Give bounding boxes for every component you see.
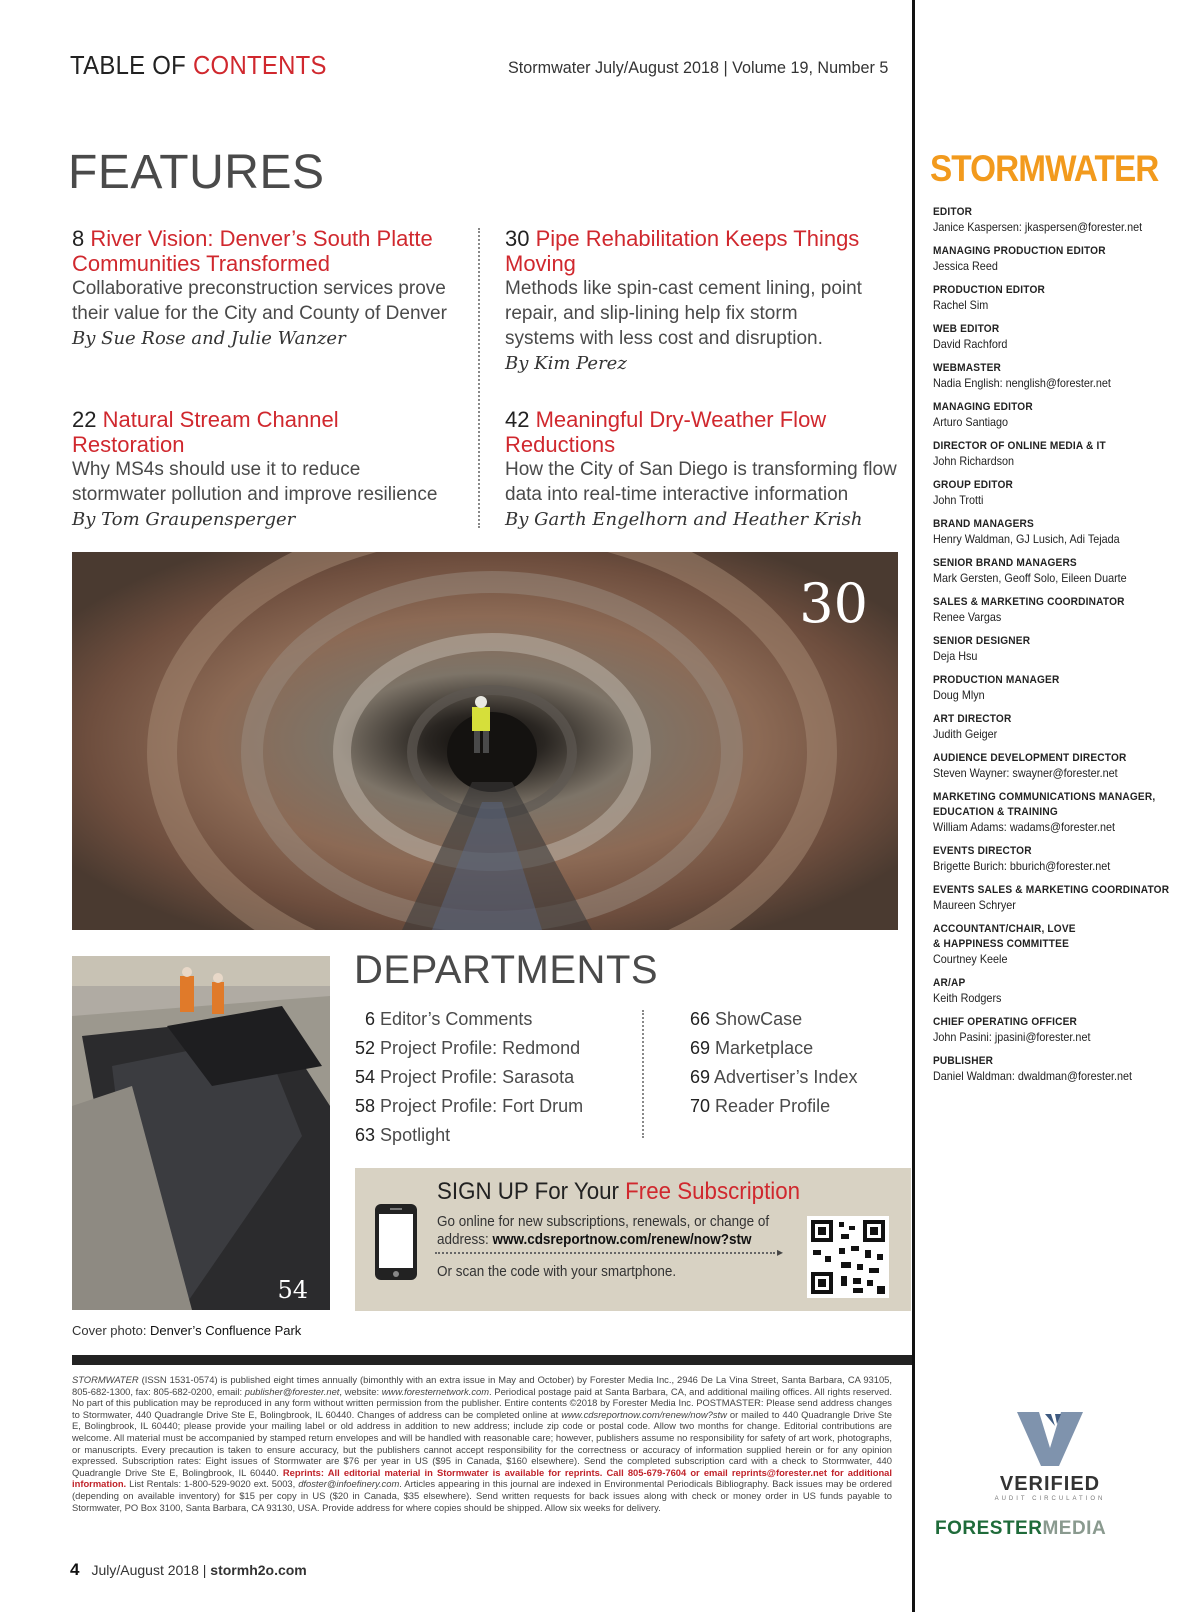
masthead-entry [933, 478, 1193, 508]
department-label[interactable]: Spotlight [380, 1125, 451, 1145]
subscription-title [437, 1178, 800, 1206]
feature-title[interactable]: Meaningful Dry-Weather Flow Reductions [505, 407, 827, 457]
toc-label-accent: CONTENTS [193, 50, 327, 80]
department-label[interactable]: Editor’s Comments [380, 1009, 533, 1029]
department-item[interactable] [355, 1005, 583, 1034]
verified-logo [985, 1410, 1115, 1502]
masthead-name: David Rachford [933, 337, 1008, 351]
smartphone-icon [373, 1202, 419, 1282]
masthead-role: PRODUCTION MANAGER [933, 674, 1060, 686]
publication-fine-print [72, 1374, 892, 1513]
feature-description: Methods like spin-cast cement lining, point repair, and slip-lining help fix storm systems with less cost and disruption. [505, 278, 862, 349]
masthead-name: Janice Kaspersen: jkaspersen@forester.net [933, 220, 1143, 234]
department-page: 63 [355, 1125, 376, 1145]
subscription-address-label: address: [437, 1232, 493, 1248]
department-page: 69 [690, 1038, 711, 1058]
department-page: 54 [355, 1067, 376, 1087]
masthead-name: Jessica Reed [933, 259, 998, 273]
arrow-right-icon: ▸ [777, 1245, 784, 1259]
masthead-role: EVENTS SALES & MARKETING COORDINATOR [933, 884, 1170, 896]
masthead-role: WEB EDITOR [933, 323, 1000, 335]
masthead-role: DIRECTOR OF ONLINE MEDIA & IT [933, 440, 1106, 452]
feature-byline: By Tom Graupensperger [72, 509, 296, 530]
cover-caption-label: Cover photo: [72, 1323, 151, 1338]
masthead-entry [933, 322, 1193, 352]
masthead-name: Arturo Santiago [933, 415, 1009, 429]
masthead-role: EDITOR [933, 206, 973, 218]
masthead-role: AUDIENCE DEVELOPMENT DIRECTOR [933, 752, 1127, 764]
department-page: 58 [355, 1096, 376, 1116]
subscription-title-main: SIGN UP For Your [437, 1178, 626, 1205]
masthead-name: Doug Mlyn [933, 688, 985, 702]
masthead-entry [933, 1054, 1193, 1084]
department-item[interactable] [690, 1005, 857, 1034]
masthead-entry [933, 790, 1193, 835]
stormwater-logo: STORMWATER [930, 148, 1159, 189]
fine-print-email[interactable]: publisher@forester.net [244, 1385, 340, 1397]
issue-info: Stormwater July/August 2018 | Volume 19, Number 5 [508, 58, 889, 77]
subscription-box[interactable] [355, 1168, 911, 1311]
tunnel-photo[interactable] [72, 552, 898, 930]
department-item[interactable] [690, 1092, 857, 1121]
qr-code-icon[interactable] [807, 1216, 889, 1298]
masthead-name: Maureen Schryer [933, 898, 1016, 912]
verified-v-icon [1015, 1410, 1085, 1468]
department-label[interactable]: Marketplace [715, 1038, 814, 1058]
department-item[interactable] [355, 1034, 583, 1063]
masthead-role: MANAGING PRODUCTION EDITOR [933, 245, 1106, 257]
department-label[interactable]: Reader Profile [715, 1096, 831, 1116]
feature-byline: By Kim Perez [505, 353, 627, 374]
photo-page-number: 54 [277, 1276, 308, 1304]
masthead-name: Judith Geiger [933, 727, 998, 741]
masthead-entry [933, 1015, 1193, 1045]
department-item[interactable] [690, 1063, 857, 1092]
fine-print-title: STORMWATER [72, 1374, 139, 1385]
masthead-entry [933, 673, 1193, 703]
fine-print-text: . Articles appearing in this journal are indexed in Environmental Periodicals Bibliography. Back issues may be ordered (depending on available inventory) for $15 per copy in US ($20 in Canada, $35 elsewhere). Send written requests for back issues along with check or money order in US funds payable to Stormwater, PO Box 3100, Santa Barbara, CA 93130, USA. Provide address for where copies should be shipped. Allow six weeks for delivery. [72, 1478, 892, 1513]
feature-title[interactable]: Pipe Rehabilitation Keeps Things Moving [505, 226, 860, 276]
masthead-name: John Trotti [933, 493, 984, 507]
masthead-role: SENIOR BRAND MANAGERS [933, 557, 1077, 569]
dotted-divider [642, 1010, 644, 1138]
masthead-role: BRAND MANAGERS [933, 518, 1034, 530]
subscription-line: Or scan the code with your smartphone. [437, 1264, 677, 1280]
verified-subtitle: AUDIT CIRCULATION [994, 1496, 1106, 1502]
masthead-name: Nadia English: nenglish@forester.net [933, 376, 1111, 390]
masthead-name: Daniel Waldman: dwaldman@forester.net [933, 1069, 1133, 1083]
page-footer [70, 1560, 307, 1580]
dotted-arrow [435, 1252, 775, 1254]
fine-print-text: or mailed to 440 Quadrangle Drive Ste E, Bolingbrook, IL 60440; please provide your mailing label or old address in addition to new address; include zip code or postal code. Allow two months for change. Editorial contributions are welcome. All material must be accompanied by stamped return envelopes and will be handled with reasonable care; however, publishers assume no responsibility for safety of art work, photographs, or manuscripts. Every precaution is taken to ensure accuracy, but the publishers cannot accept responsibility for the correctness or accuracy of information supplied herein or for any opinion expressed. Subscription rates: Eight issues of Stormwater are $76 per year in US ($95 in Canada, $160 elsewhere). Send the completed subscription card with a check to Stormwater, 440 Quadrangle Drive Ste E, Bolingbrook, IL 60440. [72, 1408, 892, 1478]
masthead-role: AR/AP [933, 977, 966, 989]
forester-media-logo [935, 1518, 1106, 1540]
side-photo-art [72, 956, 330, 1310]
fine-print-text: , website: [339, 1385, 382, 1397]
feature-page-number: 30 [505, 226, 530, 251]
subscription-line: Go online for new subscriptions, renewals, or change of [437, 1214, 770, 1230]
masthead-entry [933, 976, 1193, 1006]
footer-issue: July/August 2018 [91, 1562, 199, 1578]
footer-separator: | [198, 1562, 211, 1578]
feature-description: Collaborative preconstruction services prove their value for the City and County of Denver [72, 278, 447, 324]
masthead-role: MANAGING EDITOR [933, 401, 1033, 413]
feature-item[interactable] [505, 226, 865, 377]
masthead-role: CHIEF OPERATING OFFICER [933, 1016, 1078, 1028]
departments-list-right [690, 1005, 857, 1121]
feature-item[interactable] [72, 226, 452, 352]
masthead-name: Courtney Keele [933, 952, 1008, 966]
masthead-role: PUBLISHER [933, 1055, 994, 1067]
feature-title[interactable]: Natural Stream Channel Restoration [72, 407, 339, 457]
masthead-entry [933, 595, 1193, 625]
masthead-role: ART DIRECTOR [933, 713, 1012, 725]
footer-website[interactable]: stormh2o.com [210, 1562, 307, 1578]
side-photo[interactable] [72, 956, 330, 1310]
masthead-role: MARKETING COMMUNICATIONS MANAGER, EDUCATION & TRAINING [933, 791, 1156, 818]
subscription-link[interactable]: www.cdsreportnow.com/renew/now?stw [492, 1232, 752, 1248]
masthead-entry [933, 883, 1193, 913]
masthead-entry [933, 922, 1193, 967]
department-page: 70 [690, 1096, 711, 1116]
masthead-role: EVENTS DIRECTOR [933, 845, 1032, 857]
media-wordmark: MEDIA [1042, 1518, 1107, 1539]
fine-print-text: . Periodical postage paid at Santa Barbara, CA, and additional mailing offices. All rights reserved. No part of this publication may be reproduced in any form without written permission from the publisher. Entire contents ©2018 by Forester Media Inc. POSTMASTER: Please send address changes to Stormwater, 440 Quadrangle Drive Ste E, Bolingbrook, IL 60440. Changes of address can be completed online at [72, 1385, 892, 1420]
masthead-role: WEBMASTER [933, 362, 1002, 374]
masthead-entry [933, 361, 1193, 391]
masthead-entry [933, 556, 1193, 586]
photo-page-number: 30 [799, 572, 868, 635]
feature-byline: By Garth Engelhorn and Heather Krish [505, 509, 863, 530]
footer-rule [72, 1355, 912, 1365]
feature-item[interactable] [505, 407, 900, 533]
department-page: 69 [690, 1067, 711, 1087]
toc-label: TABLE OF [70, 50, 194, 80]
masthead-name: Deja Hsu [933, 649, 978, 663]
fine-print-website[interactable]: www.foresternetwork.com [381, 1385, 490, 1397]
masthead-name: Rachel Sim [933, 298, 989, 312]
masthead [933, 205, 1193, 1093]
masthead-entry [933, 712, 1193, 742]
feature-page-number: 22 [72, 407, 97, 432]
feature-description: How the City of San Diego is transforming flow data into real-time interactive information [505, 459, 897, 505]
masthead-name: John Richardson [933, 454, 1015, 468]
masthead-entry [933, 205, 1193, 235]
departments-list-left [355, 1005, 583, 1150]
feature-byline: By Sue Rose and Julie Wanzer [72, 328, 346, 349]
fine-print-text: List Rentals: 1-800-529-9020 ext. 5003, [126, 1478, 299, 1490]
fine-print-text: (ISSN 1531-0574) is published eight times annually (bimonthly with an extra issue in May and October) by Forester Media Inc., 2946 De La Vina Street, Santa Barbara, CA 93105, 805-682-1300, fax: 805-682-0200, email: [72, 1374, 892, 1397]
feature-page-number: 8 [72, 226, 85, 251]
masthead-entry [933, 439, 1193, 469]
feature-title[interactable]: River Vision: Denver’s South Platte Communities Transformed [72, 226, 433, 276]
verified-wordmark: VERIFIED [999, 1473, 1101, 1495]
page-heading [70, 50, 327, 81]
fine-print-email[interactable]: dfoster@infoefinery.com [298, 1478, 400, 1490]
feature-description: Why MS4s should use it to reduce stormwater pollution and improve resilience [72, 459, 438, 505]
masthead-name: Henry Waldman, GJ Lusich, Adi Tejada [933, 532, 1120, 546]
department-label[interactable]: Project Profile: Redmond [380, 1038, 581, 1058]
masthead-entry [933, 517, 1193, 547]
masthead-name: Renee Vargas [933, 610, 1002, 624]
tunnel-photo-art [72, 552, 898, 930]
subscription-line [437, 1232, 751, 1248]
masthead-name: Mark Gersten, Geoff Solo, Eileen Duarte [933, 571, 1127, 585]
department-label[interactable]: Advertiser’s Index [714, 1067, 858, 1087]
masthead-entry [933, 751, 1193, 781]
department-item[interactable] [355, 1063, 583, 1092]
fine-print-reprints: Reprints: All editorial material in Stormwater is available for reprints. Call 805-679-7604 or email reprints@forester.net for additional information. [72, 1466, 892, 1490]
masthead-entry [933, 634, 1193, 664]
features-heading: FEATURES [68, 146, 325, 199]
masthead-name: Keith Rodgers [933, 991, 1002, 1005]
masthead-name: Brigette Burich: bburich@forester.net [933, 859, 1111, 873]
department-item[interactable] [690, 1034, 857, 1063]
department-label[interactable]: ShowCase [715, 1009, 803, 1029]
forester-wordmark: FORESTER [935, 1518, 1043, 1539]
masthead-role: GROUP EDITOR [933, 479, 1013, 491]
page-number: 4 [70, 1560, 80, 1579]
feature-item[interactable] [72, 407, 452, 533]
masthead-role: PRODUCTION EDITOR [933, 284, 1046, 296]
masthead-entry [933, 283, 1193, 313]
column-divider [912, 0, 915, 1612]
cover-caption-value: Denver’s Confluence Park [150, 1323, 302, 1338]
masthead-role: SENIOR DESIGNER [933, 635, 1031, 647]
masthead-entry [933, 400, 1193, 430]
masthead-role: SALES & MARKETING COORDINATOR [933, 596, 1125, 608]
dotted-divider [478, 228, 480, 528]
masthead-entry [933, 244, 1193, 274]
department-page: 66 [690, 1009, 711, 1029]
department-item[interactable] [355, 1092, 583, 1121]
masthead-name: William Adams: wadams@forester.net [933, 820, 1116, 834]
masthead-name: Steven Wayner: swayner@forester.net [933, 766, 1118, 780]
department-item[interactable] [355, 1121, 583, 1150]
fine-print-link[interactable]: www.cdsreportnow.com/renew/now?stw [561, 1408, 727, 1420]
departments-heading: DEPARTMENTS [354, 948, 659, 992]
department-page: 52 [355, 1038, 376, 1058]
department-page: 6 [365, 1009, 376, 1029]
department-label[interactable]: Project Profile: Fort Drum [380, 1096, 584, 1116]
masthead-name: John Pasini: jpasini@forester.net [933, 1030, 1091, 1044]
masthead-entry [933, 844, 1193, 874]
subscription-title-accent: Free Subscription [625, 1178, 801, 1205]
feature-page-number: 42 [505, 407, 530, 432]
masthead-role: ACCOUNTANT/CHAIR, LOVE & HAPPINESS COMMITTEE [933, 923, 1076, 950]
department-label[interactable]: Project Profile: Sarasota [380, 1067, 575, 1087]
cover-caption [72, 1323, 301, 1338]
